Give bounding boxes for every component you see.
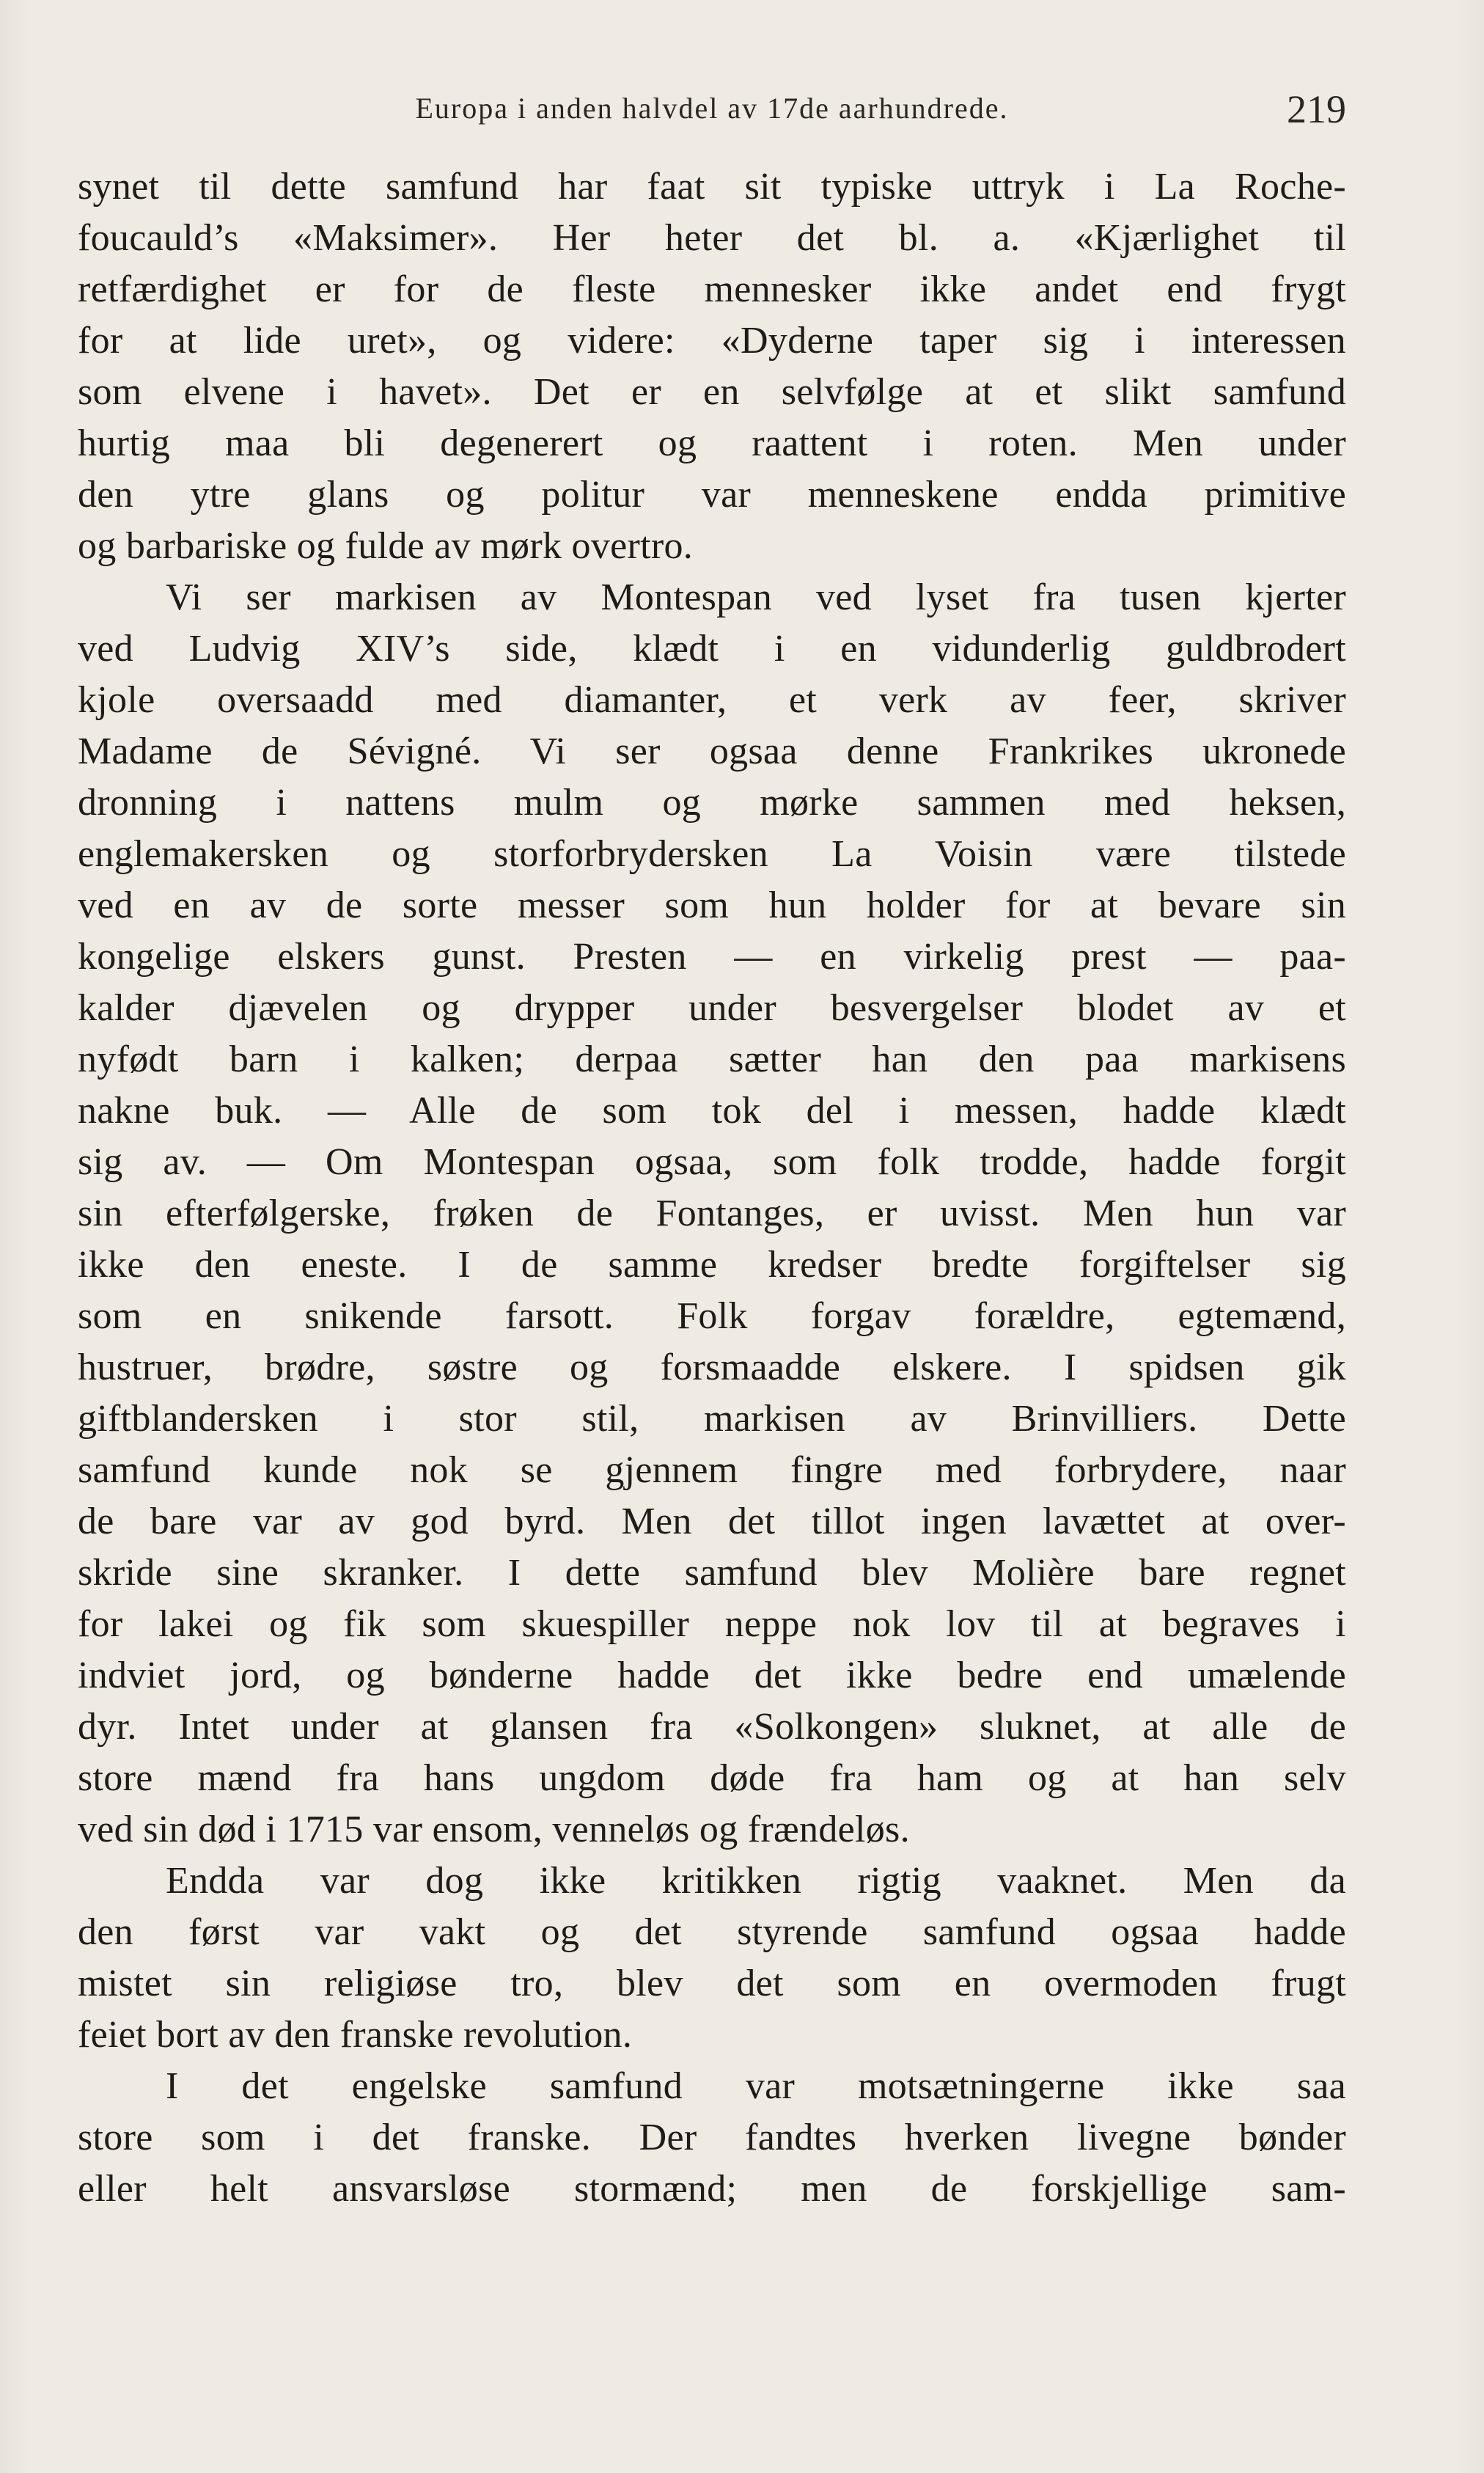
text-line: de bare var av god byrd. Men det tillot ingen lavættet at over-: [78, 1501, 1346, 1542]
text-line: indviet jord, og bønderne hadde det ikke bedre end umælende: [78, 1655, 1346, 1696]
text-line: og barbariske og fulde av mørk overtro.: [78, 525, 694, 567]
text-line: dyr. Intet under at glansen fra «Solkongen» sluknet, at alle de: [78, 1706, 1346, 1748]
text-line: eller helt ansvarsløse stormænd; men de forskjellige sam-: [78, 2168, 1346, 2210]
text-line: ikke den eneste. I de samme kredser bredte forgiftelser sig: [78, 1244, 1346, 1286]
text-line: ved Ludvig XIV’s side, klædt i en vidunderlig guldbrodert: [78, 628, 1346, 670]
text-line: sin efterfølgerske, frøken de Fontanges, er uvisst. Men hun var: [78, 1192, 1346, 1234]
text-line: englemakersken og storforbrydersken La Voisin være tilstede: [78, 833, 1346, 875]
text-line: mistet sin religiøse tro, blev det som en overmoden frugt: [78, 1963, 1346, 2004]
text-line: hustruer, brødre, søstre og forsmaadde elskere. I spidsen gik: [78, 1347, 1346, 1388]
text-line: den ytre glans og politur var menneskene endda primitive: [78, 474, 1346, 516]
text-line: kongelige elskers gunst. Presten — en virkelig prest — paa-: [78, 936, 1346, 978]
text-line: sig av. — Om Montespan ogsaa, som folk trodde, hadde forgit: [78, 1141, 1346, 1183]
text-line: synet til dette samfund har faat sit typiske uttryk i La Roche-: [78, 166, 1346, 208]
text-line: kjole oversaadd med diamanter, et verk av feer, skriver: [78, 679, 1346, 721]
paragraph-first-line: Vi ser markisen av Montespan ved lyset fra tusen kjerter: [166, 576, 1346, 618]
text-line: store mænd fra hans ungdom døde fra ham og at han selv: [78, 1757, 1346, 1799]
text-line: giftblandersken i stor stil, markisen av Brinvilliers. Dette: [78, 1398, 1346, 1440]
text-line: retfærdighet er for de fleste mennesker ikke andet end frygt: [78, 268, 1346, 310]
text-line: kalder djævelen og drypper under besvergelser blodet av et: [78, 987, 1346, 1029]
running-title: Europa i anden halvdel av 17de aarhundrede.: [415, 92, 1009, 125]
text-line: nyfødt barn i kalken; derpaa sætter han den paa markisens: [78, 1038, 1346, 1080]
text-line: den først var vakt og det styrende samfund ogsaa hadde: [78, 1911, 1346, 1953]
text-line: samfund kunde nok se gjennem fingre med forbrydere, naar: [78, 1449, 1346, 1491]
paragraph-first-line: I det engelske samfund var motsætningerne ikke saa: [166, 2065, 1346, 2107]
text-line: nakne buk. — Alle de som tok del i messen, hadde klædt: [78, 1090, 1346, 1132]
text-line: Madame de Sévigné. Vi ser ogsaa denne Frankrikes ukronede: [78, 730, 1346, 772]
text-line: store som i det franske. Der fandtes hverken livegne bønder: [78, 2117, 1346, 2158]
text-line: ved en av de sorte messer som hun holder for at bevare sin: [78, 884, 1346, 926]
text-line: ved sin død i 1715 var ensom, venneløs og frændeløs.: [78, 1809, 910, 1850]
text-line: som en snikende farsott. Folk forgav forældre, egtemænd,: [78, 1295, 1346, 1337]
text-line: som elvene i havet». Det er en selvfølge at et slikt samfund: [78, 371, 1346, 413]
text-line: hurtig maa bli degenerert og raattent i roten. Men under: [78, 422, 1346, 464]
body-text: [78, 161, 1346, 2215]
text-line: feiet bort av den franske revolution.: [78, 2014, 633, 2056]
text-line: dronning i nattens mulm og mørke sammen med heksen,: [78, 782, 1346, 824]
text-line: for lakei og fik som skuespiller neppe nok lov til at begraves i: [78, 1603, 1346, 1645]
text-line: foucauld’s «Maksimer». Her heter det bl. a. «Kjærlighet til: [78, 217, 1346, 259]
page-number: 219: [1287, 87, 1346, 131]
paragraph-first-line: Endda var dog ikke kritikken rigtig vaaknet. Men da: [166, 1860, 1346, 1902]
text-line: for at lide uret», og videre: «Dyderne taper sig i interessen: [78, 320, 1346, 362]
page-header: [78, 87, 1346, 145]
text-line: skride sine skranker. I dette samfund blev Molière bare regnet: [78, 1552, 1346, 1594]
